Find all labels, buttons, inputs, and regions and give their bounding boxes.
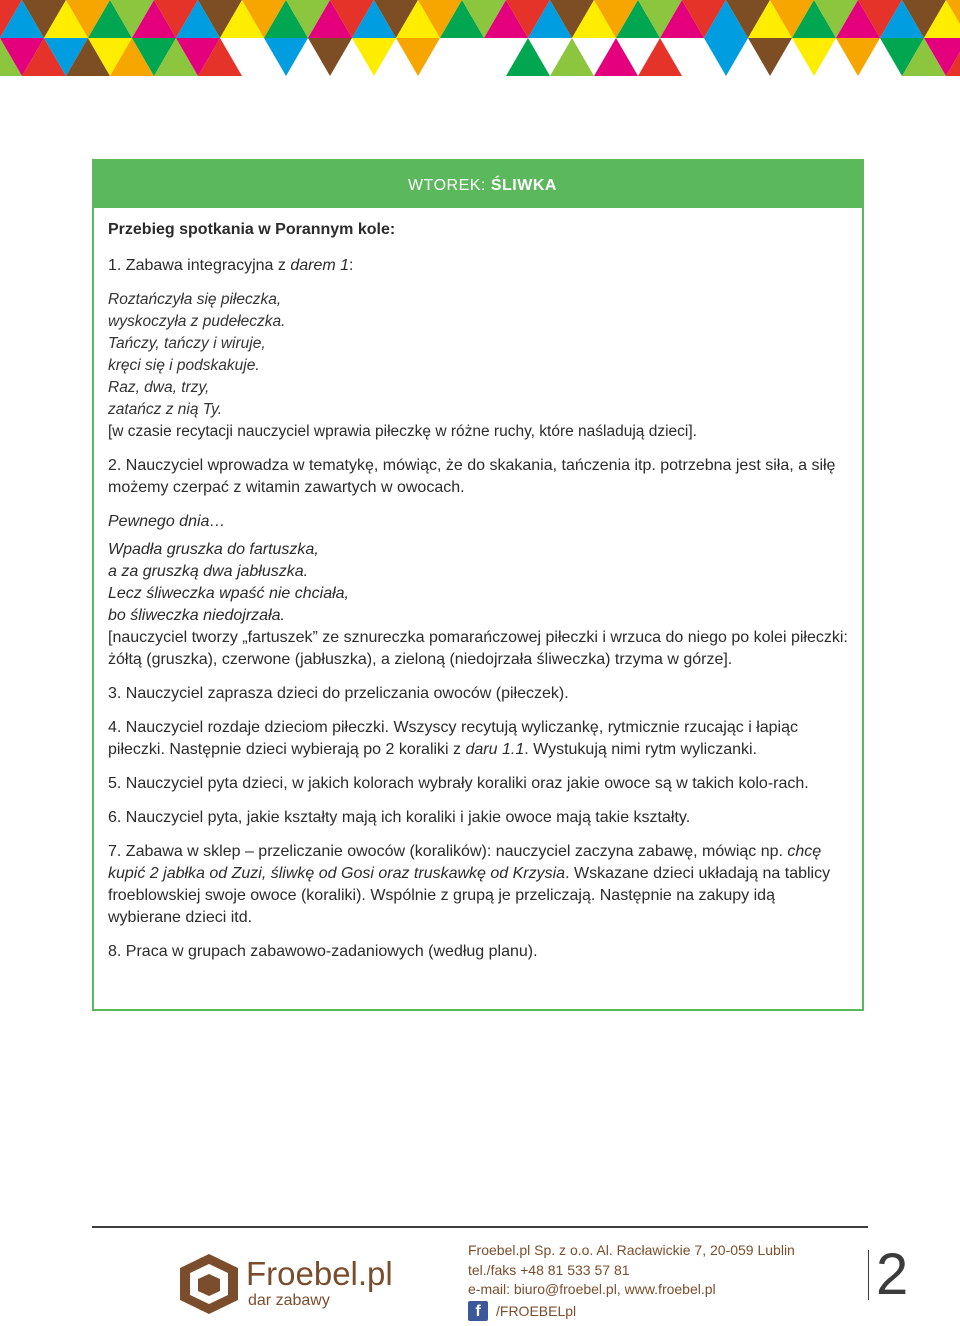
- step-2: 2. Nauczyciel wprowadza w tematykę, mówiąc, że do skakania, tańczenia itp. potrzebna jest siła, a siłę możemy czerpać z witamin zawartych w owocach.: [108, 457, 836, 496]
- decorative-triangle: [352, 38, 396, 76]
- decorative-triangle: [550, 38, 594, 76]
- poem-1-line: Roztańczyła się piłeczka,: [108, 291, 282, 308]
- page-number-divider: [868, 1250, 869, 1300]
- decorative-triangle: [594, 38, 638, 76]
- page-number: 2: [876, 1242, 909, 1307]
- step-3: 3. Nauczyciel zaprasza dzieci do przeliczania owoców (piłeczek).: [108, 685, 569, 702]
- poem-2-intro: Pewnego dnia…: [108, 513, 226, 530]
- company-line: Froebel.pl Sp. z o.o. Al. Racławickie 7, 20-059 Lublin: [468, 1242, 795, 1258]
- footer-divider: [92, 1226, 868, 1228]
- decorative-triangle: [704, 38, 748, 76]
- decorative-triangle: [792, 38, 836, 76]
- poem-2-line: Wpadła gruszka do fartuszka,: [108, 541, 319, 558]
- decorative-triangle: [308, 38, 352, 76]
- poem-2-note: [nauczyciel tworzy „fartuszek” ze sznureczka pomarańczowej piłeczki i wrzuca do niego po kolei piłeczki: żółtą (gruszka), czerwone (jabłuszka), a zieloną (niedojrzała śliweczka) trzyma w górze].: [108, 629, 848, 668]
- poem-1-line: kręci się i podskakuje.: [108, 357, 260, 374]
- logo-tagline: dar zabawy: [248, 1292, 330, 1309]
- step-1-text: 1. Zabawa integracyjna z: [108, 257, 291, 274]
- phone-line: tel./faks +48 81 533 57 81: [468, 1261, 630, 1278]
- step-4-text: 4. Nauczyciel rozdaje dzieciom piłeczki. Wszyscy recytują wyliczankę, rytmicznie rzucając i łapiąc piłeczki. Następnie dzieci wybierają po 2 koraliki z: [108, 719, 798, 758]
- poem-1-line: wyskoczyła z pudełeczka.: [108, 313, 286, 330]
- decorative-triangle: [506, 38, 550, 76]
- step-4-text-end: . Wystukują nimi rytm wyliczanki.: [524, 741, 757, 758]
- decorative-triangle: [396, 38, 440, 76]
- step-7-italic: chcę kupić 2 jabłka od Zuzi, śliwkę od Gosi oraz truskawkę od Krzysia: [108, 843, 822, 882]
- decorative-triangle: [638, 38, 682, 76]
- poem-1-line: Raz, dwa, trzy,: [108, 379, 210, 396]
- froebel-logo-icon: [176, 1250, 242, 1316]
- company-address: [468, 1241, 795, 1300]
- decorative-triangle-banner: [0, 0, 960, 80]
- day-label: WTOREK:: [408, 177, 486, 194]
- step-7-text: 7. Zabawa w sklep – przeliczanie owoców (koralików): nauczyciel zaczyna zabawę, mówiąc np.: [108, 843, 788, 860]
- step-1-italic: darem 1: [290, 257, 350, 274]
- facebook-link[interactable]: [468, 1300, 576, 1322]
- step-1-suffix: :: [349, 257, 354, 274]
- day-title: [408, 177, 557, 195]
- step-7-text-end: . Wskazane dzieci układają na tablicy froeblowskiej swoje owoce (koraliki). Wspólnie z grupą je przeliczają. Następnie na zakupy idą wybierane dzieci itd.: [108, 865, 831, 926]
- lesson-box: [92, 159, 864, 1011]
- step-4: [108, 717, 848, 761]
- decorative-triangle: [836, 38, 880, 76]
- step-5: 5. Nauczyciel pyta dzieci, w jakich kolorach wybrały koraliki oraz jakie owoce są w takich kolo-rach.: [108, 775, 809, 792]
- poem-2-line: bo śliweczka niedojrzała.: [108, 607, 285, 624]
- poem-1-note: [w czasie recytacji nauczyciel wprawia piłeczkę w różne ruchy, które naśladują dzieci].: [108, 423, 697, 440]
- poem-1-line: zatańcz z nią Ty.: [108, 401, 222, 418]
- step-8: 8. Praca w grupach zabawowo-zadaniowych (według planu).: [108, 943, 538, 960]
- poem-2: [108, 539, 848, 627]
- facebook-icon: f: [468, 1301, 488, 1321]
- step-6: 6. Nauczyciel pyta, jakie kształty mają ich koraliki i jakie owoce mają takie kształty.: [108, 809, 691, 826]
- decorative-triangle: [264, 38, 308, 76]
- day-name: ŚLIWKA: [490, 177, 557, 194]
- email-line[interactable]: e-mail: biuro@froebel.pl, www.froebel.pl: [468, 1281, 716, 1297]
- step-7: [108, 841, 848, 929]
- poem-2-line: a za gruszką dwa jabłuszka.: [108, 563, 309, 580]
- facebook-handle: /FROEBELpl: [496, 1303, 577, 1319]
- poem-1-line: Tańczy, tańczy i wiruje,: [108, 335, 266, 352]
- logo-name: Froebel.pl: [246, 1255, 393, 1292]
- lesson-box-header: [94, 161, 862, 208]
- step-4-italic: daru 1.1: [465, 741, 525, 758]
- section-heading: Przebieg spotkania w Porannym kole:: [108, 221, 396, 238]
- step-1: [108, 255, 848, 277]
- poem-1: [108, 289, 848, 421]
- decorative-triangle: [748, 38, 792, 76]
- lesson-content: [108, 219, 848, 963]
- poem-2-line: Lecz śliweczka wpaść nie chciała,: [108, 585, 349, 602]
